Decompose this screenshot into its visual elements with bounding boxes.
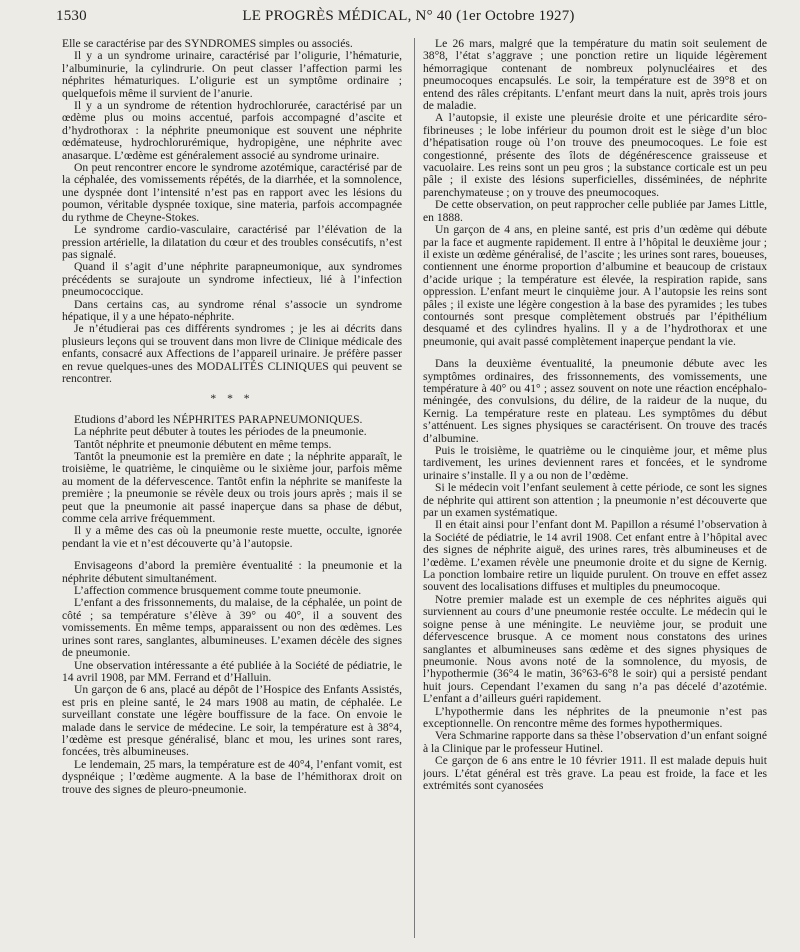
paragraph: L’enfant a des frissonnements, du malaise, de la céphalée, un point de côté ; sa température s’élève à 39° ou 40°, il a souvent des vomissements. En même temps, apparaissent ou non des œdèmes. Les urines sont rares, sanglantes, albumineuses. L’examen décèle des signes de pneumonie. <box>62 596 402 660</box>
paragraph: Notre premier malade est un exemple de ces néphrites aiguës qui surviennent au cours d’une pneumonie restée occulte. Le médecin qui le soigne pense à une méningite. Le neuvième jour, se produit une défervescence brusque. A ce moment nous constatons des urines sanglantes et albumineuses sans œdème et des signes physiques de pneumonie. Nous avons noté de la somnolence, du myosis, de l’hypothermie (36°4 le matin, 36°63-6°8 le soir) qui a persisté pendant huit jours. Cependant l’examen du sang n’a pas décelé d’azotémie. L’enfant a d’ailleurs guéri rapidement. <box>423 592 767 706</box>
paragraph: Il y a un syndrome de rétention hydrochlorurée, caractérisé par un œdème plus ou moins accentué, parfois accompagné d’ascite et d’hydrothorax : la néphrite pneumonique est souvent une néphrite œdémateuse, hydrochlorurémique, hydropigène, une néphrite avec anasarque. L’œdème est généralement associé au syndrome urinaire. <box>62 99 402 162</box>
left-column <box>62 38 402 944</box>
section-heading: Etudions d’abord les NÉPHRITES PARAPNEUMONIQUES. <box>74 412 363 426</box>
page-number: 1530 <box>56 8 87 24</box>
paragraph: Dans la deuxième éventualité, la pneumonie débute avec les symptômes ordinaires, des frissonnements, des vomissements, une température à 40° ou 41° ; assez souvent on note une réaction encéphalo-méningée, des convulsions, du délire, de la raideur de la nuque, du Kernig. La température reste en plateau. Les symptômes du début s’atténuent. Les signes physiques se caractérisent. On trouve des tracés d’albumine. <box>423 357 767 445</box>
column-divider <box>414 38 415 938</box>
paragraph: Je n’étudierai pas ces différents syndromes ; je les ai décrits dans plusieurs leçons qui se trouvent dans mon livre de Clinique médicale des enfants, consacré aux Affections de l’appareil urinaire. Je préfère passer en revue quelques-unes des MODALITÉS CLINIQUES qui peuvent se rencontrer. <box>62 322 402 385</box>
paragraph: Le syndrome cardio-vasculaire, caractérisé par l’élévation de la pression artérielle, la dilatation du cœur et des troubles consécutifs, n’est pas signalé. <box>62 223 402 261</box>
paragraph: Le 26 mars, malgré que la température du matin soit seulement de 38°8, l’état s’aggrave ; une ponction retire un liquide légèrement hémorragique contenant de nombreux polynucléaires et des pneumocoques encapsulés. Le soir, la température est de 39°8 et on entend des râles crépitants. L’enfant meurt dans la nuit, après trois jours de maladie. <box>423 38 767 113</box>
page-header <box>56 8 761 26</box>
paragraph: Si le médecin voit l’enfant seulement à cette période, ce sont les signes de néphrite qui attirent son attention ; la pneumonie n’est découverte que par un examen systématique. <box>423 481 767 520</box>
paragraph: Un garçon de 4 ans, en pleine santé, est pris d’un œdème qui débute par la face et augmente rapidement. Il entre à l’hôpital le deuxième jour ; il existe un œdème généralisé, de l’ascite ; les urines sont rares, boueuses, contiennent une énorme proportion d’albumine et beaucoup de cristaux d’acide urique ; la température est élevée, la respiration rapide, sans oppression. L’enfant meurt le cinquième jour. A l’autopsie les reins sont pâles ; il existe une légère congestion à la base des pyramides ; les tubes contournés sont presque complètement obstrués par l’épithélium desquamé et des cylindres hyalins. Il y a de l’hydrothorax et une pneumonie, qui avait passé complètement inaperçue pendant la vie. <box>423 223 767 348</box>
paragraph: Quand il s’agit d’une néphrite parapneumonique, aux syndromes précédents se surajoute un syndrome infectieux, lié à l’infection pneumococcique. <box>62 260 402 299</box>
paragraph: Une observation intéressante a été publiée à la Société de pédiatrie, le 14 avril 1908, par MM. Ferrand et d’Halluin. <box>62 658 402 684</box>
paragraph: Elle se caractérise par des SYNDROMES simples ou associés. <box>62 38 353 50</box>
paragraph: Puis le troisième, le quatrième ou le cinquième jour, et même plus tardivement, les urines deviennent rares et foncées, et le syndrome urinaire s’installe. Il y a ou non de l’œdème. <box>423 444 767 482</box>
paragraph: Il en était ainsi pour l’enfant dont M. Papillon a résumé l’observation à la Société de pédiatrie, le 14 avril 1908. Cet enfant entre à l’hôpital avec des signes de néphrite aiguë, des urines rares, très albumineuses et de l’œdème. L’examen révèle une pneumonie droite et du signe de Kernig. La ponction lombaire retire un liquide purulent. On trouve en effet assez souvent des localisations diffuses et multiples du pneumocoque. <box>423 518 767 594</box>
paragraph: Un garçon de 6 ans, placé au dépôt de l’Hospice des Enfants Assistés, est pris en pleine santé, le 24 mars 1908 au matin, de céphalée. Le surveillant constate une légère bouffissure de la face. On envoie le malade dans le service de médecine. Le soir, la température est à 38°4, l’œdème est presque généralisé, blanc et mou, les urines sont rares, foncées, très albumineuses. <box>62 683 402 759</box>
paragraph: On peut rencontrer encore le syndrome azotémique, caractérisé par de la céphalée, des vomissements répétés, de la diarrhée, et la somnolence, une dyspnée dont l’intensité n’est pas en rapport avec les lésions du poumon, véritable dyspnée toxique, sine materia, parfois accompagnée du rythme de Cheyne-Stokes. <box>62 161 402 224</box>
paragraph: Ce garçon de 6 ans entre le 10 février 1911. Il est malade depuis huit jours. L’état général est très grave. La peau est froide, la face et les extrémités sont cyanosées <box>423 754 767 792</box>
section-separator: * * * <box>210 392 254 406</box>
paragraph: A l’autopsie, il existe une pleurésie droite et une péricardite séro-fibrineuses ; le lobe inférieur du poumon droit est le siège d’un bloc d’hépatisation rouge où l’on trouve des pneumocoques. Le foie est congestionné, présente des îlots de dégénérescence graisseuse et vacuolaire. Les reins sont un peu gros ; la substance corticale est un peu pâle ; il existe des lésions superficielles, disséminées, de néphrite parenchymateuse ; on y trouve des pneumocoques. <box>423 111 767 199</box>
paragraph: Il y a un syndrome urinaire, caractérisé par l’oligurie, l’hématurie, l’albuminurie, la cylindrurie. On peut classer l’affection parmi les néphrites hématuriques. L’oligurie est un symptôme ordinaire ; quelquefois même il survient de l’anurie. <box>62 49 402 100</box>
paragraph: De cette observation, on peut rapprocher celle publiée par James Little, en 1888. <box>423 198 767 224</box>
paragraph: Envisageons d’abord la première éventualité : la pneumonie et la néphrite débutent simultanément. <box>62 559 402 585</box>
paragraph: Dans certains cas, au syndrome rénal s’associe un syndrome hépatique, il y a une hépato-néphrite. <box>62 297 402 323</box>
right-column <box>423 38 767 944</box>
paragraph: L’hypothermie dans les néphrites de la pneumonie n’est pas exceptionnelle. On rencontre même des formes hypothermiques. <box>423 704 767 730</box>
paragraph: Vera Schmarine rapporte dans sa thèse l’observation d’un enfant soigné à la Clinique par le professeur Hutinel. <box>423 729 767 755</box>
paragraph: Tantôt néphrite et pneumonie débutent en même temps. <box>74 437 332 451</box>
paragraph: La néphrite peut débuter à toutes les périodes de la pneumonie. <box>74 425 367 439</box>
paragraph: Tantôt la pneumonie est la première en date ; la néphrite apparaît, le troisième, le quatrième, le cinquième ou le sixième jour, parfois même au moment de la défervescence. Tantôt enfin la néphrite se manifeste la première ; la pneumonie se révèle deux ou trois jours après ; mais il se peut que la pneumonie ait passé inaperçue dans sa phase de début, comme cela arrive fréquemment. <box>62 450 402 526</box>
paragraph: L’affection commence brusquement comme toute pneumonie. <box>74 584 362 598</box>
paragraph: Le lendemain, 25 mars, la température est de 40°4, l’enfant vomit, est dyspnéique ; l’œdème augmente. A la base de l’hémithorax droit on trouve des signes de pleuro-pneumonie. <box>62 757 402 796</box>
running-title: LE PROGRÈS MÉDICAL, N° 40 (1er Octobre 1927) <box>242 8 575 24</box>
paragraph: Il y a même des cas où la pneumonie reste muette, occulte, ignorée pendant la vie et n’est découverte qu’à l’autopsie. <box>62 524 402 550</box>
